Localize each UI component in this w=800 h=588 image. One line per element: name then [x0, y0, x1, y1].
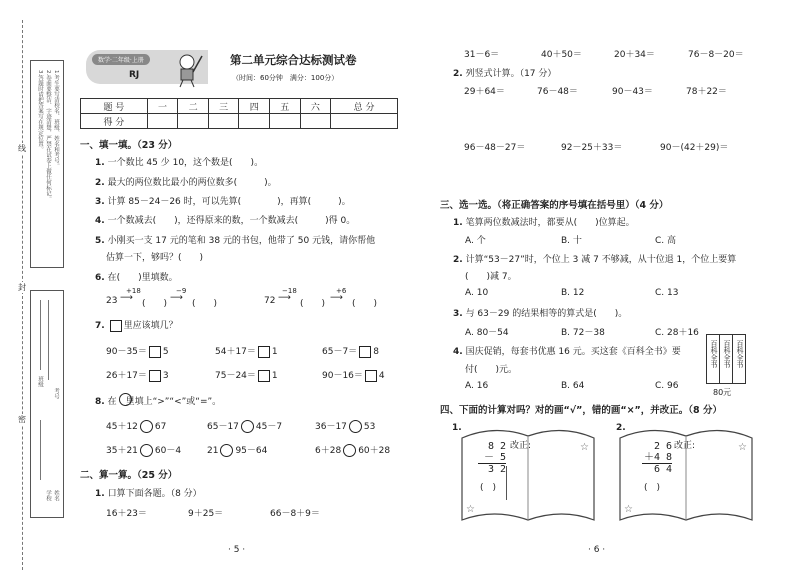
result: 3 2: [478, 463, 506, 475]
operand-b: 5: [499, 452, 506, 463]
option[interactable]: C. 96: [655, 381, 679, 391]
notice-line-2: 2.卷面要整洁、字迹清楚，严禁在试卷上做任何标记。: [45, 70, 51, 202]
column-calc: 29＋64＝: [464, 87, 505, 97]
choice-2-cont: ( )减 7。: [465, 272, 517, 282]
chain-1-start: 23: [106, 296, 118, 306]
arrow-right-icon: ⟶: [170, 293, 183, 303]
q8-item: [207, 443, 267, 457]
judge-blank-2[interactable]: ( ): [644, 483, 661, 493]
header-cell: 总 分: [331, 99, 398, 114]
oral-calc: 66－8＋9＝: [270, 509, 320, 519]
left-expr: 6＋28: [315, 446, 342, 456]
right-expr: 60－4: [154, 446, 182, 456]
arrow-right-icon: ⟶: [330, 293, 343, 303]
question-3-text: 计算 85－24－26 时，可以先算( )，再算( )。: [107, 197, 351, 207]
label-xian: 线: [18, 144, 26, 153]
fill-line-3: [40, 420, 41, 480]
option[interactable]: A. 10: [465, 288, 489, 298]
operand-b-row: [478, 452, 506, 463]
option[interactable]: C. 28＋16: [655, 328, 699, 338]
chain-2-blank2[interactable]: ( ): [352, 299, 378, 309]
digit: 3: [162, 371, 169, 381]
question-1: 1. 一个数比 45 少 10，这个数是( )。: [95, 158, 264, 168]
header-cell: 题 号: [81, 99, 148, 114]
right-expr: 67: [154, 422, 167, 432]
digit: 1: [271, 371, 278, 381]
digit-box[interactable]: [149, 370, 161, 382]
operand-b: 4 8: [653, 452, 672, 463]
fix-label-2: 改正:: [674, 441, 696, 451]
arrow-right-icon: ⟶: [120, 293, 133, 303]
oral-calc: 40＋50＝: [541, 50, 582, 60]
section-2-q2-text: 列竖式计算。（17 分）: [465, 69, 557, 79]
option[interactable]: A. 个: [465, 236, 486, 246]
header-cell: 四: [239, 99, 270, 114]
score-cell[interactable]: [300, 114, 331, 129]
page-number-left: · 5 ·: [228, 545, 246, 555]
question-7-text: 里应该填几？: [123, 321, 178, 331]
score-table: [80, 98, 398, 129]
school-label: 学校: [45, 490, 51, 501]
book-price: 80元: [713, 388, 732, 397]
question-4-text: 一个数减去( )，还得原来的数，一个数减去( )得 0。: [107, 216, 356, 226]
label-mi: 密: [18, 415, 26, 424]
oral-calc: 20＋34＝: [614, 50, 655, 60]
q7-item: [322, 344, 379, 358]
book-spine: 百科全书: [710, 340, 718, 368]
q8-item: [207, 419, 282, 433]
choice-4-text: 国庆促销，每套书优惠 16 元。买这套《百科全书》要: [465, 347, 681, 357]
compare-circle[interactable]: [349, 420, 362, 433]
section-1-title: 一、填一填。（23 分）: [80, 140, 178, 151]
q8-item: [106, 443, 181, 457]
score-label: 得 分: [81, 114, 148, 129]
digit-box[interactable]: [258, 346, 270, 358]
header-cell: 六: [300, 99, 331, 114]
expr: 65－7＝: [322, 347, 358, 357]
choice-2: 2. 计算“53－27”时，个位上 3 减 7 不够减，从十位退 1，个位上要算: [453, 255, 737, 265]
chain-1-blank2[interactable]: ( ): [192, 299, 218, 309]
question-2-text: 最大的两位数比最小的两位数多( )。: [107, 178, 277, 188]
right-expr: 95－64: [235, 446, 268, 456]
score-cell[interactable]: [147, 114, 178, 129]
right-expr: 60＋28: [358, 446, 391, 456]
choice-3-text: 与 63－29 的结果相等的算式是( )。: [465, 309, 628, 319]
option[interactable]: C. 高: [655, 236, 677, 246]
q7-item: [322, 368, 385, 382]
chain-2-op2: +6: [336, 287, 347, 295]
q8-item: [315, 419, 375, 433]
left-expr: 21: [207, 446, 219, 456]
question-2: 2. 最大的两位数比最小的两位数多( )。: [95, 178, 277, 188]
right-expr: 45－7: [255, 422, 283, 432]
expr: 54＋17＝: [215, 347, 256, 357]
section-3-title: 三、选一选。（将正确答案的序号填在括号里）（4 分）: [440, 200, 669, 211]
binding-sidebar: [0, 0, 75, 588]
chain-2-blank1[interactable]: ( ): [300, 299, 326, 309]
header-cell: 三: [208, 99, 239, 114]
digit: 4: [378, 371, 385, 381]
open-book-panel-icon: [454, 420, 604, 530]
oral-calc: 76－8－20＝: [688, 50, 744, 60]
choice-3: 3. 与 63－29 的结果相等的算式是( )。: [453, 309, 628, 319]
score-cell[interactable]: [239, 114, 270, 129]
chain-1-blank1[interactable]: ( ): [142, 299, 168, 309]
choice-1: 1. 笔算两位数减法时，都要从( )位算起。: [453, 218, 635, 228]
judge-blank-1[interactable]: ( ): [480, 483, 497, 493]
expr: 90－16＝: [322, 371, 363, 381]
left-expr: 36－17: [315, 422, 347, 432]
column-calc: 76－48＝: [537, 87, 578, 97]
option[interactable]: A. 80－54: [465, 328, 509, 338]
option[interactable]: A. 16: [465, 381, 489, 391]
digit: 1: [271, 347, 278, 357]
chain-2-start: 72: [264, 296, 276, 306]
choice-2-text: 计算“53－27”时，个位上 3 减 7 不够减，从十位退 1，个位上要算: [465, 255, 737, 265]
question-5b: 估算一下，够吗？( ): [106, 253, 204, 263]
score-row: [81, 114, 398, 129]
operand-a: 8 2: [487, 441, 506, 452]
digit: 8: [373, 347, 379, 357]
question-5-text: 小刚买一支 17 元的笔和 38 元的书包，他带了 50 元钱，请你帮他: [107, 236, 376, 246]
edition-label: RJ: [129, 70, 140, 80]
svg-text:☆: ☆: [738, 442, 747, 453]
vertical-calc-2: [642, 441, 672, 475]
class-label: 班级: [37, 376, 43, 387]
question-6-text: 在( )里填数。: [107, 273, 178, 283]
subject-tag: 数学·二年级·上册: [92, 54, 150, 65]
left-expr: 65－17: [207, 422, 239, 432]
name-label: 姓名: [53, 490, 59, 501]
header-cell: 五: [270, 99, 301, 114]
question-3: 3. 计算 85－24－26 时，可以先算( )，再算( )。: [95, 197, 351, 207]
divider: [506, 466, 507, 500]
boy-mascot-icon: [172, 52, 206, 88]
compare-circle[interactable]: [220, 444, 233, 457]
right-expr: 53: [363, 422, 376, 432]
section-2-q1: 1. 口算下面各题。（8 分）: [95, 489, 202, 499]
section-4-title: 四、下面的计算对吗？对的画“√”，错的画“×”，并改正。（8 分）: [440, 405, 722, 416]
option[interactable]: B. 十: [561, 236, 582, 246]
q7-item: [106, 368, 169, 382]
fix-label-1: 改正:: [510, 441, 532, 451]
q7-item: [215, 344, 278, 358]
compare-circle[interactable]: [140, 444, 153, 457]
question-1-text: 一个数比 45 少 10，这个数是( )。: [107, 158, 264, 168]
choice-4: 4. 国庆促销，每套书优惠 16 元。买这套《百科全书》要: [453, 347, 681, 357]
column-calc: 92－25＋33＝: [561, 143, 623, 153]
choice-4-cont: 付( )元。: [465, 365, 518, 375]
option[interactable]: B. 72－38: [561, 328, 605, 338]
book-spine: 百科全书: [723, 340, 731, 368]
compare-circle[interactable]: [241, 420, 254, 433]
section-2-q1-text: 口算下面各题。（8 分）: [107, 489, 202, 499]
operand-a: 2 6: [653, 441, 672, 452]
question-4: 4. 一个数减去( )，还得原来的数，一个数减去( )得 0。: [95, 216, 356, 226]
q8-item: [106, 419, 166, 433]
header-cell: 二: [178, 99, 209, 114]
oral-calc: 9＋25＝: [188, 509, 224, 519]
q7-item: [106, 344, 169, 358]
q8-item: [315, 443, 390, 457]
question-6: 6. 在( )里填数。: [95, 273, 178, 283]
info-box: [30, 290, 64, 518]
section-2-q2: 2. 列竖式计算。（17 分）: [453, 69, 557, 79]
compare-circle[interactable]: [343, 444, 356, 457]
vertical-calc-1: [478, 441, 506, 475]
result: 6 4: [642, 463, 672, 475]
left-expr: 35＋21: [106, 446, 138, 456]
blank-box[interactable]: [110, 320, 122, 332]
circle-blank: [119, 393, 132, 406]
notice-line-1: 1.考生要写清校名、班级、姓名和考号。: [53, 70, 59, 169]
chain-1-op1: +18: [126, 287, 141, 295]
question-8: 8. 在 里填上“>”“<”或“=”。: [95, 397, 222, 407]
column-calc: 90－43＝: [612, 87, 653, 97]
oral-calc: 16＋23＝: [106, 509, 147, 519]
expr: 90－35＝: [106, 347, 147, 357]
expr: 75－24＝: [215, 371, 256, 381]
column-calc: 90－(42＋29)＝: [660, 143, 729, 153]
column-calc: 78＋22＝: [686, 87, 727, 97]
book-spine: 百科全书: [736, 340, 744, 368]
label-feng: 封: [18, 283, 26, 292]
fill-line-1: [40, 300, 41, 370]
score-cell[interactable]: [331, 114, 398, 129]
expr: 26＋17＝: [106, 371, 147, 381]
choice-1-text: 笔算两位数减法时，都要从( )位算起。: [465, 218, 635, 228]
operand-b-row: [642, 452, 672, 463]
fill-line-2: [48, 300, 49, 380]
correction-2-number: 2.: [616, 423, 626, 433]
section-2-title: 二、算一算。（25 分）: [80, 470, 178, 481]
page-subtitle: （时间：60分钟 满分：100分）: [232, 74, 339, 82]
header-cell: 一: [147, 99, 178, 114]
oral-calc: 31－6＝: [464, 50, 500, 60]
option[interactable]: B. 64: [561, 381, 585, 391]
open-book-panel-icon: [612, 420, 762, 530]
svg-text:☆: ☆: [466, 504, 475, 515]
digit-box[interactable]: [258, 370, 270, 382]
digit: 5: [162, 347, 169, 357]
operator: ＋: [643, 452, 654, 463]
cut-line: [22, 20, 23, 570]
notice-line-3: 3.答题时请把答案写在规定位置。: [37, 70, 43, 153]
score-cell[interactable]: [270, 114, 301, 129]
left-expr: 45＋12: [106, 422, 138, 432]
score-cell[interactable]: [178, 114, 209, 129]
q7-item: [215, 368, 278, 382]
page-title: 第二单元综合达标测试卷: [230, 53, 357, 67]
question-5a: 5. 小刚买一支 17 元的笔和 38 元的书包，他带了 50 元钱，请你帮他: [95, 236, 376, 246]
kaohao-label: 考号: [53, 388, 59, 399]
question-8-text: 在 里填上“>”“<”或“=”。: [107, 397, 222, 407]
chain-2-op1: −18: [282, 287, 297, 295]
score-header-row: [81, 99, 398, 114]
digit-box[interactable]: [365, 370, 377, 382]
option[interactable]: C. 13: [655, 288, 679, 298]
question-7: 7. 里应该填几？: [95, 321, 178, 331]
chain-1-op2: −9: [176, 287, 187, 295]
correction-1-number: 1.: [452, 423, 462, 433]
digit-box[interactable]: [359, 346, 371, 358]
page-number-right: · 6 ·: [588, 545, 606, 555]
score-cell[interactable]: [208, 114, 239, 129]
digit-box[interactable]: [149, 346, 161, 358]
column-calc: 96－48－27＝: [464, 143, 526, 153]
svg-text:☆: ☆: [624, 504, 633, 515]
compare-circle[interactable]: [140, 420, 153, 433]
option[interactable]: B. 12: [561, 288, 585, 298]
svg-text:☆: ☆: [580, 442, 589, 453]
arrow-right-icon: ⟶: [278, 293, 291, 303]
operator: －: [483, 452, 494, 463]
